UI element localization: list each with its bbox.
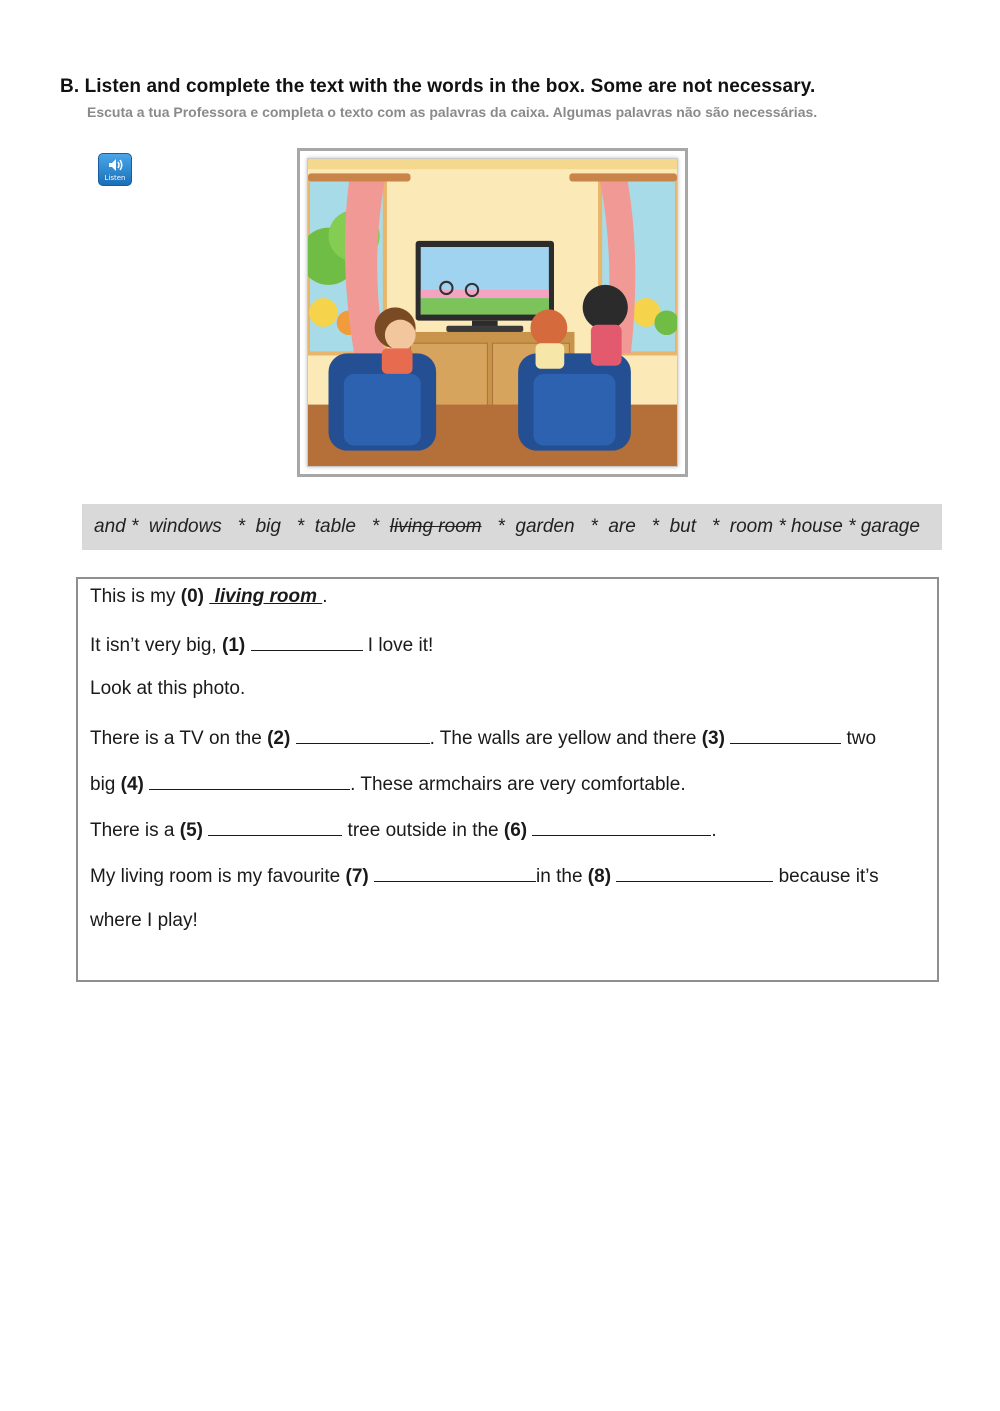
text-line-3 — [90, 725, 876, 750]
text-segment: There is a — [90, 820, 180, 841]
exercise-instruction: . Listen and complete the text with the words in the box. Some are not necessary. — [73, 76, 816, 97]
text-line-6 — [90, 863, 879, 888]
text-segment: . The walls are yellow and there — [429, 728, 702, 749]
text-segment: I love it! — [362, 635, 434, 656]
word-box-struck-word: living room — [389, 516, 482, 537]
listen-button[interactable] — [98, 153, 132, 186]
living-room-illustration — [297, 148, 688, 477]
word-box — [82, 504, 942, 550]
text-segment: It isn’t very big, — [90, 635, 222, 656]
gap-number-0: (0) — [180, 586, 205, 607]
gap-number-4: (4) — [120, 774, 144, 795]
gap-number-2: (2) — [267, 728, 291, 749]
text-line-2: Look at this photo. — [90, 678, 246, 699]
text-segment: big — [90, 774, 121, 795]
gap-number-6: (6) — [503, 820, 528, 841]
gap-6-blank[interactable] — [532, 817, 711, 836]
text-segment: There is a TV on the — [90, 728, 268, 749]
gap-number-1: (1) — [222, 635, 246, 656]
text-segment: . — [711, 820, 717, 841]
gap-number-8: (8) — [587, 866, 612, 887]
gap-number-5: (5) — [179, 820, 203, 841]
living-room-scene — [308, 159, 677, 466]
gap-1-blank[interactable] — [251, 632, 363, 651]
gap-8-blank[interactable] — [616, 863, 773, 882]
text-segment: because it’s — [773, 866, 879, 887]
gap-3-blank[interactable] — [730, 725, 841, 744]
gap-2-blank[interactable] — [296, 725, 430, 744]
text-segment: My living room is my favourite — [90, 866, 346, 887]
exercise-subtitle: Escuta a tua Professora e completa o texto com as palavras da caixa. Algumas palavras não são necessárias. — [87, 104, 818, 120]
gap-5-blank[interactable] — [208, 817, 342, 836]
text-line-1 — [90, 632, 433, 657]
text-segment: tree outside in the — [342, 820, 504, 841]
listen-label: Listen — [104, 174, 126, 182]
text-line-4 — [90, 771, 686, 796]
text-segment: two — [841, 728, 877, 749]
text-segment: . These armchairs are very comfortable. — [350, 774, 686, 795]
text-line-5 — [90, 817, 717, 842]
word-box-words-2: * garden * are * but * room * house * garage — [481, 516, 920, 537]
speaker-icon — [108, 158, 124, 172]
exercise-title — [60, 76, 815, 98]
text-segment: . — [322, 586, 328, 607]
word-box-words-1: and * windows * big * table * — [94, 516, 390, 537]
text-line-7: where I play! — [90, 910, 198, 931]
text-segment: This is my — [90, 586, 181, 607]
gap-7-blank[interactable] — [374, 863, 536, 882]
gap-number-3: (3) — [701, 728, 725, 749]
exercise-letter: B — [60, 76, 74, 97]
text-segment: in the — [536, 866, 588, 887]
text-line-0 — [90, 586, 328, 608]
example-answer: living room — [209, 586, 323, 607]
gap-4-blank[interactable] — [149, 771, 350, 790]
gap-number-7: (7) — [345, 866, 369, 887]
